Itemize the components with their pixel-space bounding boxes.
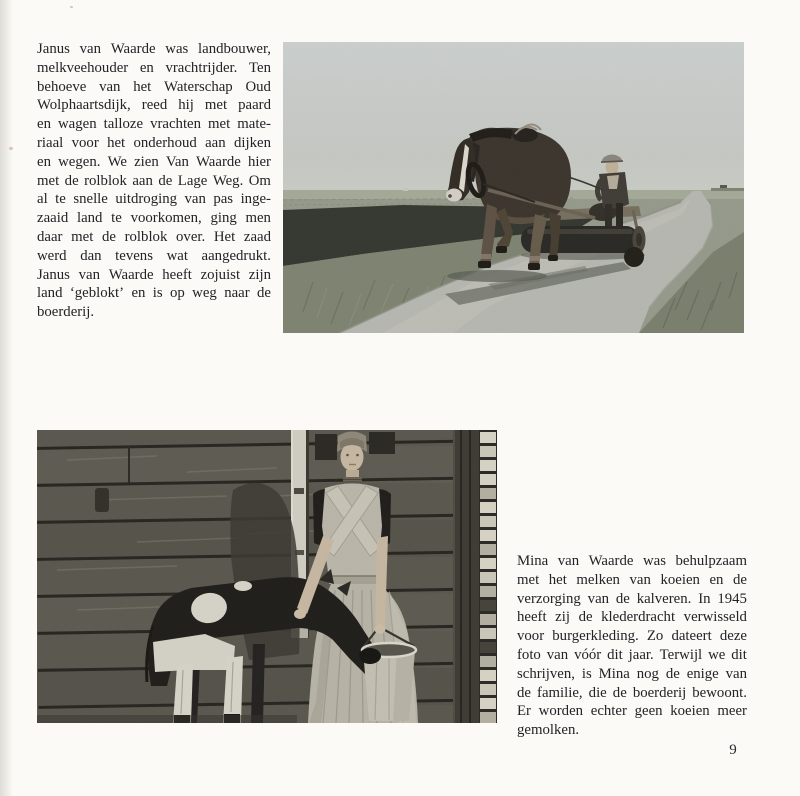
page-number: 9 [729, 742, 737, 758]
text-line: behoeve van het Waterschap Oud [37, 78, 271, 95]
photo-grain [37, 430, 497, 723]
text-line: Janus van Waarde was landbouwer, [37, 41, 271, 57]
text-line: boerderij. [37, 304, 95, 321]
text-line: gemolken. [517, 722, 580, 739]
text-line: Wolphaartsdijk, reed hij met paard [37, 97, 271, 114]
text-line: werd dan tevens wat aangedrukt. [37, 247, 271, 264]
text-line: heeft zij de klederdracht verwisseld [517, 609, 747, 626]
text-line: schrijven, is Mina nog de enige van [517, 665, 747, 682]
scan-edge-shading [0, 0, 13, 796]
text-line: daar met de rolblok over. Het zaad [37, 228, 271, 245]
text-line: Mina van Waarde was behulpzaam [517, 553, 747, 569]
text-line: voor burgerkleding. Zo dateert deze [517, 628, 747, 645]
photo-horse-roller-road [283, 42, 744, 333]
scan-speck [9, 147, 13, 150]
text-line: al te snelle uitdroging van pas inge- [37, 191, 271, 208]
text-line: melkveehouder en vrachtrijder. Ten [37, 59, 271, 76]
text-line: zaaid land te voorkomen, ging men [37, 210, 271, 227]
text-line: met het melken van koeien en de [517, 571, 747, 588]
text-line: verzorging van de kalveren. In 1945 [517, 590, 747, 607]
scan-speck [70, 6, 73, 8]
text-line: de familie, die de boerderij bewoont. [517, 684, 747, 701]
paragraph-mina-van-waarde [517, 552, 747, 740]
text-line: foto van vóór dit jaar. Terwijl we dit [517, 646, 747, 663]
text-line: en wegen. We zien Van Waarde hier [37, 153, 271, 170]
photo-grain [283, 42, 744, 333]
text-line: land ‘geblokt’ en is op weg naar de [37, 285, 271, 302]
text-line: riaal voor het onderhoud aan dijken [37, 134, 271, 151]
text-line: Er worden echter geen koeien meer [517, 703, 747, 720]
text-line: Janus van Waarde heeft zojuist zijn [37, 266, 271, 283]
text-line: met de rolblok aan de Lage Weg. Om [37, 172, 271, 189]
photo-woman-feeding-calf [37, 430, 497, 723]
text-line: en wagen talloze vrachten met mate- [37, 116, 271, 133]
paragraph-janus-van-waarde [37, 40, 271, 322]
